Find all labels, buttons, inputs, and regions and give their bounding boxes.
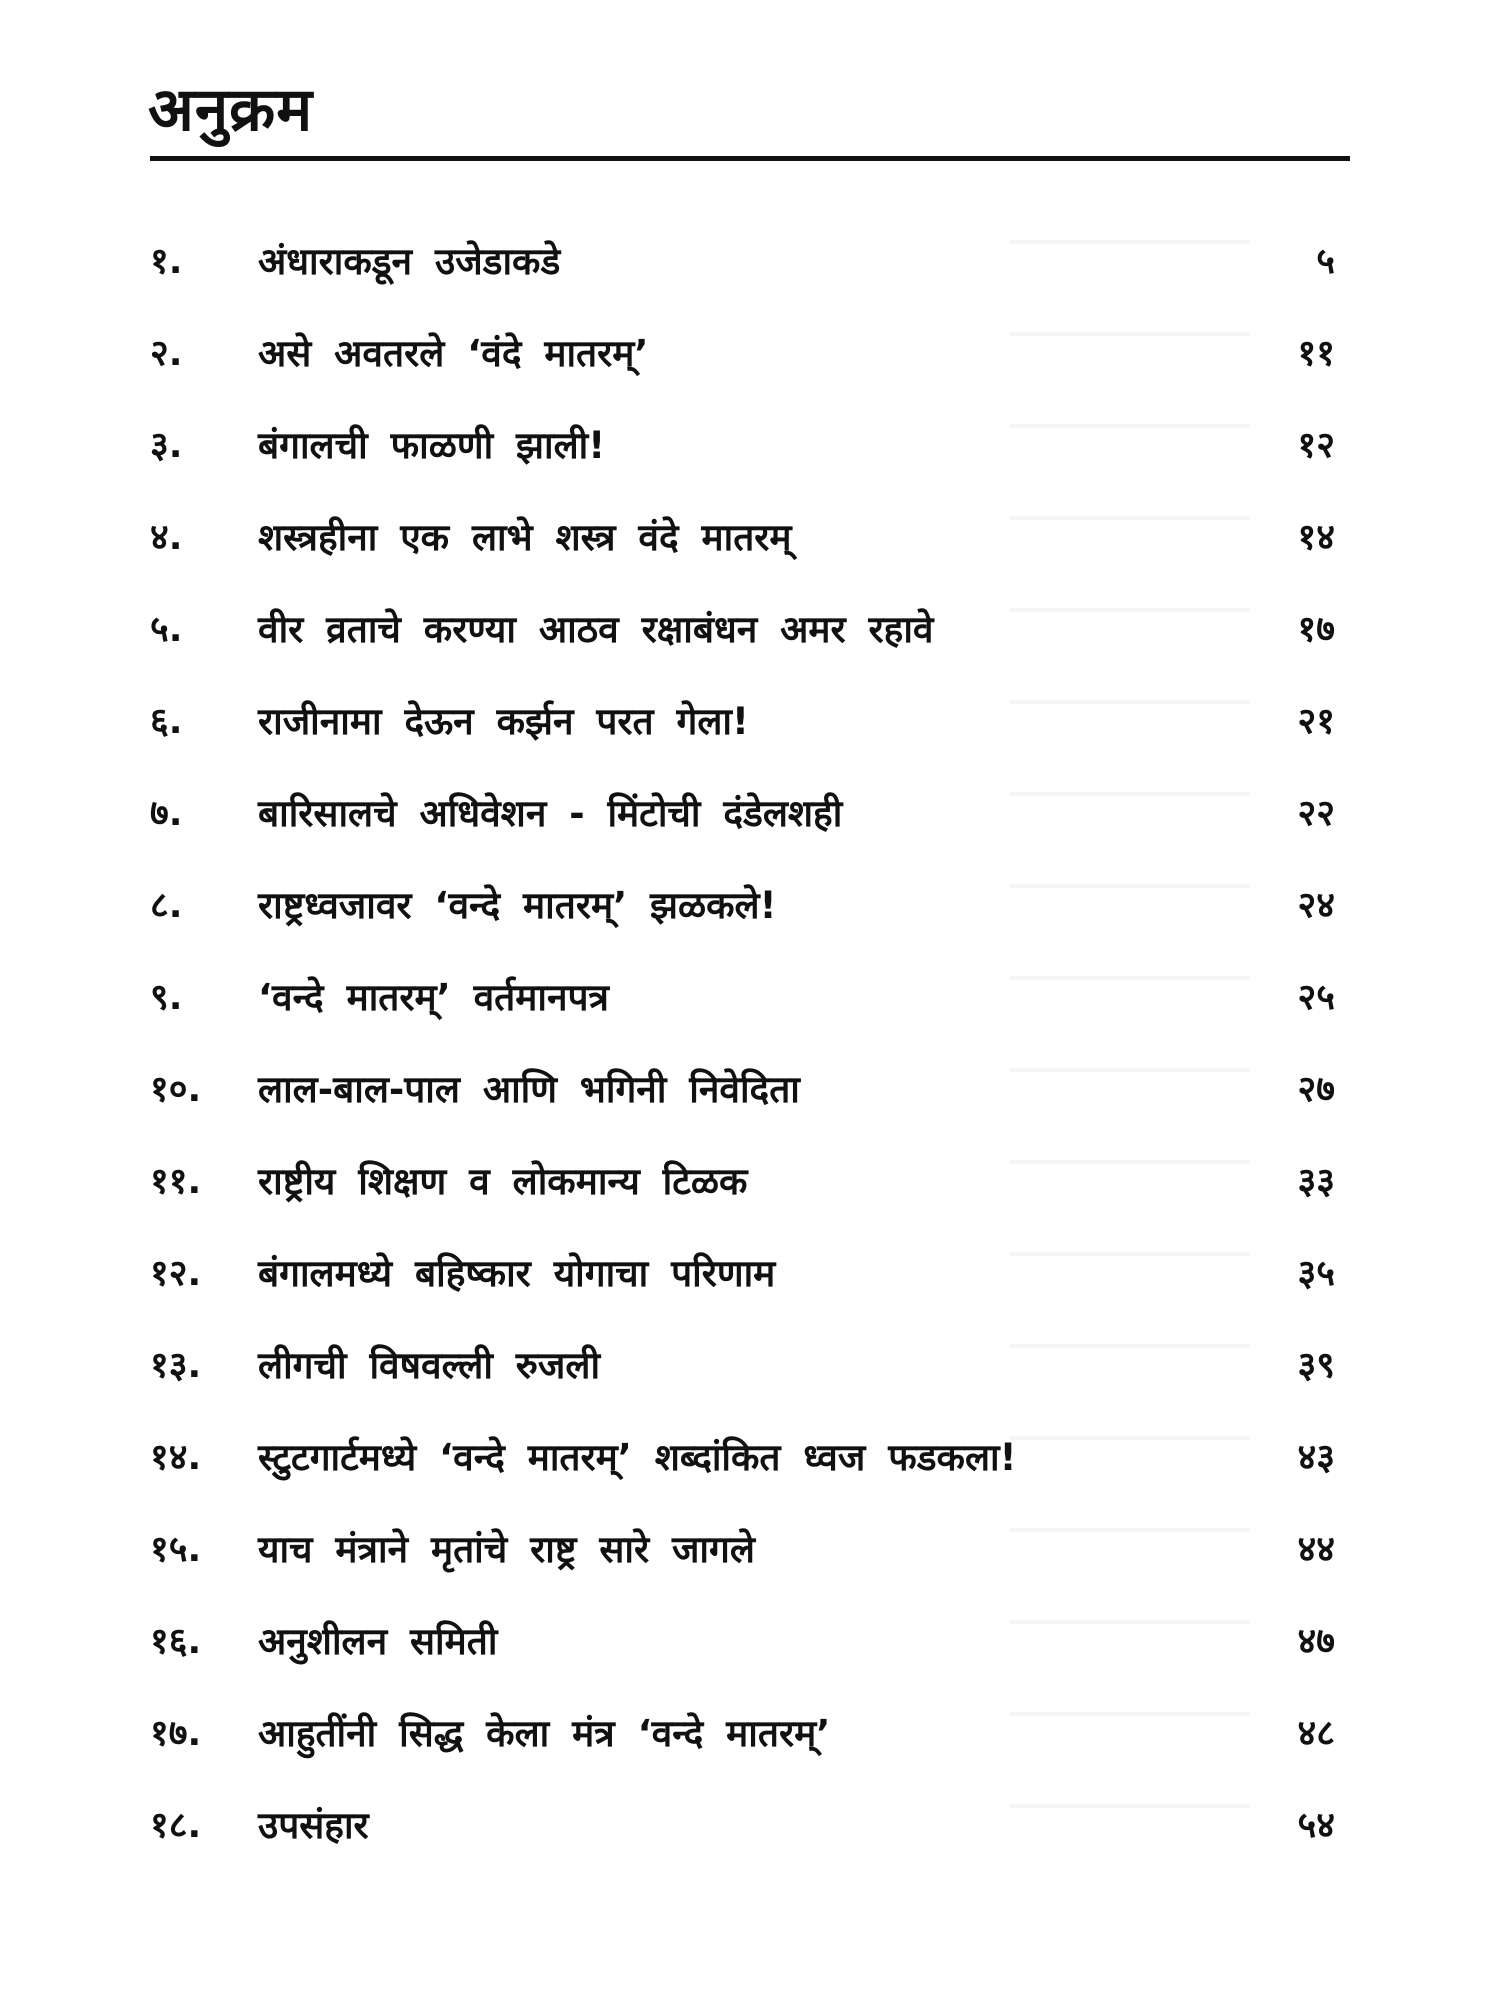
entry-title: बंगालमध्ये बहिष्कार योगाचा परिणाम [258, 1252, 776, 1295]
toc-entry [0, 1428, 1500, 1488]
entry-page: २४ [1297, 885, 1335, 926]
toc-entry [0, 692, 1500, 752]
entry-title: राष्ट्रीय शिक्षण व लोकमान्य टिळक [258, 1160, 748, 1203]
entry-title: स्टुटगार्टमध्ये ‘वन्दे मातरम्’ शब्दांकित ध्वज फडकला! [258, 1436, 1017, 1479]
entry-title: वीर व्रताचे करण्या आठव रक्षाबंधन अमर रहावे [258, 608, 934, 651]
toc-entry [0, 1796, 1500, 1856]
entry-title: बारिसालचे अधिवेशन - मिंटोची दंडेलशही [258, 792, 843, 835]
entry-page: १७ [1297, 609, 1335, 650]
entry-number: १५. [150, 1529, 202, 1570]
toc-entry [0, 232, 1500, 292]
toc-entry [0, 1704, 1500, 1764]
entry-number: ४. [150, 517, 183, 558]
entry-title: ‘वन्दे मातरम्’ वर्तमानपत्र [258, 976, 609, 1019]
toc-entry [0, 1336, 1500, 1396]
entry-number: १७. [150, 1713, 202, 1754]
entry-title: अनुशीलन समिती [258, 1620, 498, 1663]
toc-entry [0, 324, 1500, 384]
entry-page: ५ [1316, 241, 1335, 282]
page-title: अनुक्रम [148, 75, 314, 145]
entry-title: शस्त्रहीना एक लाभे शस्त्र वंदे मातरम् [258, 516, 792, 559]
entry-number: ८. [150, 885, 183, 926]
entry-number: १८. [150, 1805, 202, 1846]
entry-number: १६. [150, 1621, 202, 1662]
entry-number: ९. [150, 977, 183, 1018]
entry-title: लीगची विषवल्ली रुजली [258, 1344, 601, 1387]
entry-number: ३. [150, 425, 183, 466]
entry-page: ३९ [1297, 1345, 1335, 1386]
entry-title: अंधाराकडून उजेडाकडे [258, 240, 561, 283]
entry-page: १२ [1297, 425, 1335, 466]
entry-number: २. [150, 333, 183, 374]
entry-number: ६. [150, 701, 183, 742]
entry-number: १. [150, 241, 183, 282]
toc-entry [0, 508, 1500, 568]
entry-page: २५ [1297, 977, 1335, 1018]
entry-page: ३५ [1297, 1253, 1335, 1294]
entry-title: बंगालची फाळणी झाली! [258, 424, 606, 467]
entry-number: १२. [150, 1253, 202, 1294]
entry-page: ४८ [1297, 1713, 1335, 1754]
toc-entry [0, 968, 1500, 1028]
entry-title: राष्ट्रध्वजावर ‘वन्दे मातरम्’ झळकले! [258, 884, 777, 927]
toc-entry [0, 1060, 1500, 1120]
entry-page: ४७ [1297, 1621, 1335, 1662]
entry-page: ११ [1297, 333, 1335, 374]
toc-entry [0, 1520, 1500, 1580]
toc-entry [0, 600, 1500, 660]
entry-page: ४४ [1297, 1529, 1335, 1570]
entry-title: उपसंहार [258, 1804, 369, 1847]
entry-page: १४ [1297, 517, 1335, 558]
entry-number: १३. [150, 1345, 202, 1386]
entry-page: ३३ [1297, 1161, 1335, 1202]
entry-number: १४. [150, 1437, 202, 1478]
entry-title: लाल-बाल-पाल आणि भगिनी निवेदिता [258, 1068, 800, 1111]
entry-page: २१ [1297, 701, 1335, 742]
entry-title: आहुतींनी सिद्ध केला मंत्र ‘वन्दे मातरम्’ [258, 1712, 831, 1755]
entry-page: ४३ [1297, 1437, 1335, 1478]
entry-number: १०. [150, 1069, 202, 1110]
entry-title: राजीनामा देऊन कर्झन परत गेला! [258, 700, 749, 743]
entry-number: ५. [150, 609, 183, 650]
toc-entry [0, 784, 1500, 844]
toc-entry [0, 1612, 1500, 1672]
toc-entry [0, 1152, 1500, 1212]
entry-number: ७. [150, 793, 183, 834]
toc-entry [0, 416, 1500, 476]
toc-entry [0, 876, 1500, 936]
entry-number: ११. [150, 1161, 202, 1202]
entry-title: असे अवतरले ‘वंदे मातरम्’ [258, 332, 649, 375]
entry-title: याच मंत्राने मृतांचे राष्ट्र सारे जागले [258, 1528, 755, 1571]
entry-page: २२ [1297, 793, 1335, 834]
entry-page: २७ [1297, 1069, 1335, 1110]
entry-page: ५४ [1297, 1805, 1335, 1846]
toc-entry [0, 1244, 1500, 1304]
